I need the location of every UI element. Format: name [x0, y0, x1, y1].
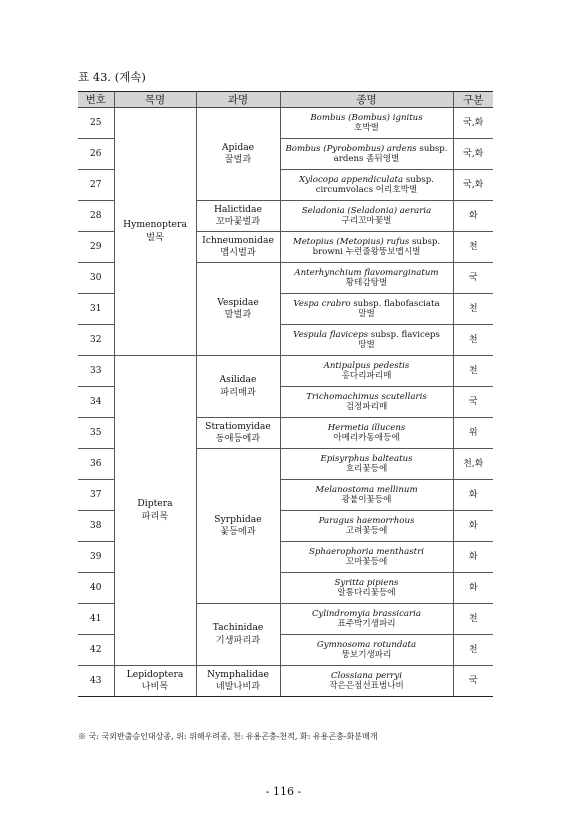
species-scientific-name: Vespula flaviceps — [293, 329, 368, 340]
family-cell — [196, 604, 280, 666]
row-number: 27 — [78, 170, 114, 201]
species-scientific-name: Xylocopa appendiculata — [299, 174, 404, 185]
species-scientific-name: Hermetia illucens — [327, 422, 406, 433]
row-number: 30 — [78, 263, 114, 294]
order-cell — [114, 666, 196, 697]
row-number: 28 — [78, 201, 114, 232]
family-latin: Asilidae — [219, 374, 257, 386]
species-scientific-name: Cylindromyia brassicaria — [311, 608, 422, 619]
category-cell: 천,화 — [453, 449, 493, 480]
species-cell — [280, 387, 453, 418]
table-row — [78, 356, 493, 387]
species-common-name: 꼬마꽃등에 — [345, 557, 388, 567]
species-cell — [280, 201, 453, 232]
order-korean: 나비목 — [141, 681, 169, 692]
category-cell: 국,화 — [453, 108, 493, 139]
species-scientific-name: Melanostoma mellinum — [315, 484, 418, 495]
species-cell — [280, 449, 453, 480]
family-korean: 꿀벌과 — [224, 154, 252, 165]
category-cell: 국 — [453, 666, 493, 697]
species-cell — [280, 294, 453, 325]
species-common-name: 표주박기생파리 — [337, 619, 396, 629]
species-name-extra: subsp. flabofasciata — [350, 298, 440, 309]
species-table — [78, 91, 493, 697]
table-header-row — [78, 92, 493, 108]
species-cell — [280, 356, 453, 387]
species-name-extra: subsp. — [403, 174, 434, 185]
species-scientific-name: Episyrphus balteatus — [320, 453, 413, 464]
species-scientific-name: Antipalpus pedestis — [323, 360, 410, 371]
row-number: 41 — [78, 604, 114, 635]
species-scientific-name: Bombus (Bombus) ignitus — [310, 112, 423, 123]
family-cell — [196, 666, 280, 697]
species-scientific-name: Gymnosoma rotundata — [316, 639, 417, 650]
row-number: 31 — [78, 294, 114, 325]
family-latin: Apidae — [221, 141, 255, 153]
category-cell: 천 — [453, 294, 493, 325]
species-cell — [280, 418, 453, 449]
species-cell — [280, 480, 453, 511]
category-cell: 화 — [453, 542, 493, 573]
category-cell: 위 — [453, 418, 493, 449]
category-cell: 국,화 — [453, 170, 493, 201]
species-cell — [280, 263, 453, 294]
row-number: 35 — [78, 418, 114, 449]
species-common-name: 황테감탕벌 — [345, 278, 388, 288]
category-cell: 천 — [453, 356, 493, 387]
row-number: 34 — [78, 387, 114, 418]
family-latin: Ichneumonidae — [202, 234, 274, 246]
species-common-name: circumvolacs 어리호박벌 — [315, 185, 418, 195]
species-common-name: 광붙이꽃등에 — [341, 495, 392, 505]
category-cell: 화 — [453, 480, 493, 511]
header-species: 종명 — [280, 92, 453, 108]
species-cell — [280, 325, 453, 356]
species-common-name: 뚱보기생파리 — [341, 650, 392, 660]
family-cell — [196, 201, 280, 232]
row-number: 40 — [78, 573, 114, 604]
family-latin: Vespidae — [217, 296, 259, 308]
table-row — [78, 108, 493, 139]
family-cell — [196, 263, 280, 356]
species-common-name: browni 누런줄왕뚱보맵시벌 — [312, 247, 421, 257]
species-scientific-name: Clossiana perryi — [331, 670, 402, 681]
table-caption: 표 43. (계속) — [78, 70, 146, 84]
species-common-name: 호리꽃등에 — [345, 464, 388, 474]
family-latin: Syrphidae — [214, 513, 262, 525]
species-common-name: 아메리카동애등에 — [333, 433, 400, 443]
species-common-name: 검정파리매 — [345, 402, 388, 412]
row-number: 43 — [78, 666, 114, 697]
species-scientific-name: Vespa crabro — [293, 298, 351, 309]
species-scientific-name: Seladonia (Seladonia) aeraria — [301, 205, 432, 216]
species-name-extra: subsp. flaviceps — [368, 329, 440, 340]
species-common-name: 구리꼬마꽃벌 — [341, 216, 392, 226]
family-cell — [196, 232, 280, 263]
family-korean: 말벌과 — [224, 309, 252, 320]
species-scientific-name: Bombus (Pyrobombus) ardens — [285, 143, 417, 154]
category-cell: 천 — [453, 325, 493, 356]
row-number: 33 — [78, 356, 114, 387]
category-cell: 화 — [453, 573, 493, 604]
order-cell — [114, 356, 196, 666]
species-scientific-name: Anterhynchium flavomarginatum — [294, 267, 439, 278]
category-cell: 천 — [453, 604, 493, 635]
species-common-name: 고려꽃등에 — [345, 526, 388, 536]
species-scientific-name: Syritta pipiens — [334, 577, 399, 588]
family-cell — [196, 108, 280, 201]
header-order: 목명 — [114, 92, 196, 108]
category-cell: 국,화 — [453, 139, 493, 170]
species-common-name: 작은은점선표범나비 — [329, 681, 404, 691]
category-cell: 천 — [453, 635, 493, 666]
order-latin: Hymenoptera — [123, 219, 187, 231]
category-cell: 국 — [453, 263, 493, 294]
species-common-name: ardens 좀뒤영벌 — [333, 154, 400, 164]
header-category: 구분 — [453, 92, 493, 108]
species-scientific-name: Trichomachimus scutellaris — [306, 391, 427, 402]
order-latin: Lepidoptera — [126, 668, 184, 680]
species-cell — [280, 604, 453, 635]
family-latin: Halictidae — [214, 203, 262, 215]
species-cell — [280, 170, 453, 201]
category-cell: 화 — [453, 511, 493, 542]
species-common-name: 말벌 — [358, 309, 375, 319]
row-number: 38 — [78, 511, 114, 542]
family-latin: Nymphalidae — [207, 668, 269, 680]
category-cell: 국 — [453, 387, 493, 418]
species-cell — [280, 108, 453, 139]
header-family: 과명 — [196, 92, 280, 108]
table-row — [78, 666, 493, 697]
row-number: 36 — [78, 449, 114, 480]
row-number: 39 — [78, 542, 114, 573]
family-latin: Tachinidae — [212, 622, 264, 634]
species-name-extra: subsp. — [409, 236, 441, 247]
species-scientific-name: Paragus haemorrhous — [318, 515, 415, 526]
species-common-name: 알통다리꽃등에 — [337, 588, 396, 598]
species-common-name: 홍다리파리매 — [341, 371, 392, 381]
family-korean: 꼬마꽃벌과 — [215, 216, 261, 227]
species-cell — [280, 232, 453, 263]
family-cell — [196, 356, 280, 418]
row-number: 25 — [78, 108, 114, 139]
family-latin: Stratiomyidae — [205, 420, 271, 432]
family-korean: 동애등에과 — [215, 433, 261, 444]
species-scientific-name: Metopius (Metopius) rufus — [292, 236, 410, 247]
row-number: 26 — [78, 139, 114, 170]
species-cell — [280, 635, 453, 666]
species-scientific-name: Sphaerophoria menthastri — [309, 546, 424, 557]
order-korean: 벌목 — [146, 231, 164, 243]
row-number: 29 — [78, 232, 114, 263]
species-name-extra: subsp. — [416, 143, 448, 154]
row-number: 37 — [78, 480, 114, 511]
species-common-name: 땅벌 — [358, 340, 375, 350]
family-cell — [196, 449, 280, 604]
family-korean: 기생파리과 — [215, 634, 261, 646]
species-cell — [280, 573, 453, 604]
species-common-name: 호박벌 — [354, 123, 379, 133]
family-korean: 파리매과 — [220, 386, 256, 398]
family-cell — [196, 418, 280, 449]
family-korean: 꽃등에과 — [220, 526, 256, 537]
row-number: 32 — [78, 325, 114, 356]
species-cell — [280, 666, 453, 697]
order-korean: 파리목 — [141, 510, 169, 522]
order-latin: Diptera — [137, 498, 173, 510]
family-korean: 맵시벌과 — [220, 247, 256, 258]
order-cell — [114, 108, 196, 356]
page-number: - 116 - — [265, 785, 302, 798]
family-korean: 네발나비과 — [215, 681, 261, 692]
row-number: 42 — [78, 635, 114, 666]
table-footnote: ※ 국: 국외반출승인대상종, 위: 위해우려종, 천: 유용곤충-천적, 화: 유용곤충-화분매개 — [78, 732, 378, 741]
species-cell — [280, 542, 453, 573]
species-cell — [280, 139, 453, 170]
category-cell: 화 — [453, 201, 493, 232]
species-cell — [280, 511, 453, 542]
category-cell: 천 — [453, 232, 493, 263]
header-number: 번호 — [78, 92, 114, 108]
